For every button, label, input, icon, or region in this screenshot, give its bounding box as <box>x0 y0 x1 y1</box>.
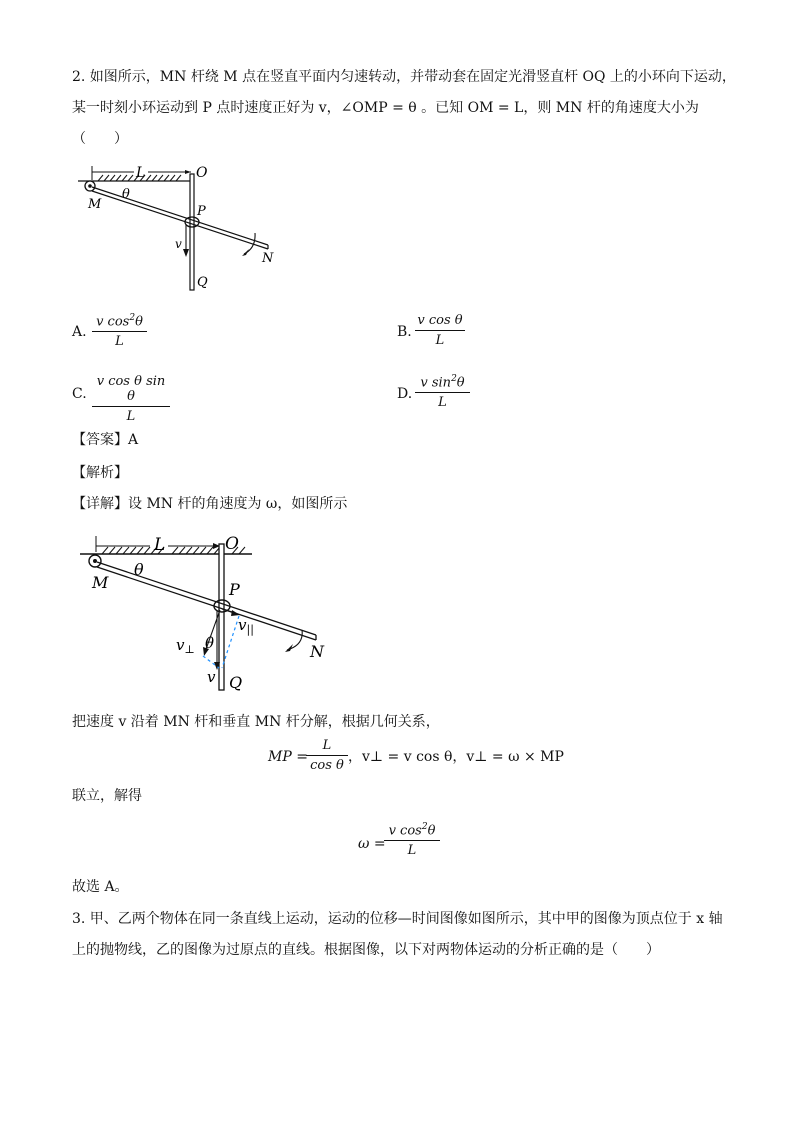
fig1-label-theta: θ <box>122 187 130 202</box>
fig2-label-theta: θ <box>134 560 144 579</box>
eq1-fraction: $\frac{L}{\text{cos θ}}$ <box>306 738 348 773</box>
figure-rod-ring <box>72 160 282 295</box>
fig2-label-O: O <box>225 534 239 554</box>
answer-line: 【答案】A <box>72 432 139 448</box>
decompose-line: 把速度 v 沿着 MN 杆和垂直 MN 杆分解，根据几何关系， <box>72 714 440 730</box>
eq1-lhs: MP = <box>268 749 308 765</box>
fig2-label-Q: Q <box>229 673 243 692</box>
fig1-label-P: P <box>197 204 206 219</box>
q2-stem-line1: 2. 如图所示，MN 杆绕 M 点在竖直平面内匀速转动，并带动套在固定光滑竖直杆 OQ 上的小环向下运动， <box>72 69 736 85</box>
option-d-fraction: $\frac{v \sin^2\theta}{L}$ <box>415 374 470 410</box>
fig2-label-vperp: v <box>176 636 185 654</box>
eq1-rest: ，v⊥ = v cos θ，v⊥ = ω × MP <box>348 749 564 765</box>
option-c-fraction: $\frac{\text{v cos θ sin θ}}{L}$ <box>92 374 170 424</box>
fig2-label-L: L <box>154 535 166 555</box>
eq2-lhs: ω = <box>358 836 386 852</box>
fig2-label-vpar: v <box>238 616 247 634</box>
q3-stem-line2: 上的抛物线，乙的图像为过原点的直线。根据图像，以下对两物体运动的分析正确的是（ ） <box>72 942 660 958</box>
detail-line: 【详解】设 MN 杆的角速度为 ω，如图所示 <box>72 496 348 512</box>
fig1-label-Q: Q <box>197 275 208 290</box>
fig1-label-N: N <box>262 251 274 266</box>
option-a-fraction: $\frac{v \cos^2\theta}{L}$ <box>92 313 147 349</box>
q2-stem-line2: 某一时刻小环运动到 P 点时速度正好为 v，∠OMP = θ 。已知 OM = L，则 MN 杆的角速度大小为 <box>72 100 699 116</box>
fig2-label-N: N <box>310 642 324 661</box>
option-c-label: C. <box>72 386 87 402</box>
figure-velocity-decomposition <box>72 530 342 695</box>
fig2-label-theta2: θ <box>205 634 215 652</box>
fig2-label-vpar-sub: || <box>246 623 254 636</box>
conclusion-line: 故选 A。 <box>72 879 129 895</box>
fig2-label-v: v <box>207 668 216 686</box>
fig1-label-L: L <box>136 165 146 181</box>
fig1-label-M: M <box>88 197 102 212</box>
combine-line: 联立，解得 <box>72 788 142 804</box>
fig1-label-O: O <box>196 165 208 181</box>
eq2-fraction: $\frac{v \cos^2\theta}{L}$ <box>384 822 440 858</box>
option-b-label: B. <box>397 324 412 340</box>
fig2-label-P: P <box>229 580 240 599</box>
fig1-label-v: v <box>175 237 182 251</box>
fig2-label-vperp-sub: ⊥ <box>184 643 195 656</box>
option-b-fraction: $\frac{\text{v cos θ}}{L}$ <box>415 313 465 348</box>
option-d-label: D. <box>397 386 413 402</box>
analysis-heading: 【解析】 <box>72 465 128 481</box>
option-a-label: A. <box>72 324 87 340</box>
svg-text:v⊥ <box>176 636 195 656</box>
fig2-label-M: M <box>92 573 109 592</box>
q3-stem-line1: 3. 甲、乙两个物体在同一条直线上运动，运动的位移—时间图像如图所示，其中甲的图像为顶点位于 x 轴 <box>72 911 723 927</box>
q2-answer-blank: （ ） <box>72 131 128 147</box>
